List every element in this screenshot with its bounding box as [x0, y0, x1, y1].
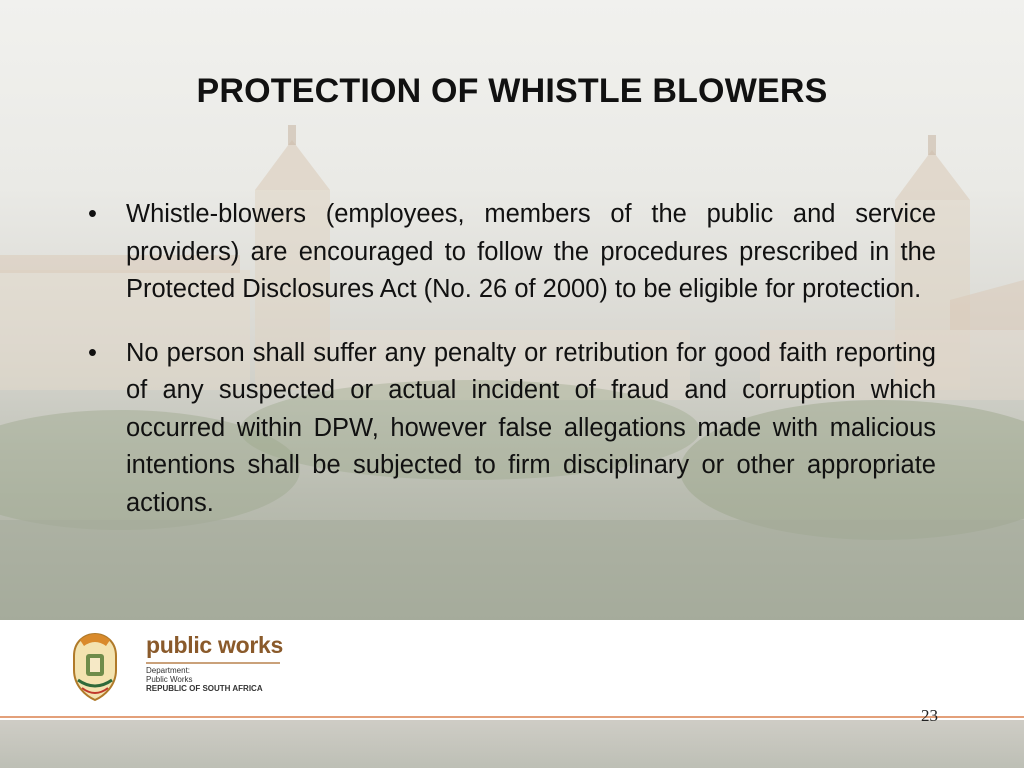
brand-subtitle-line: Public Works — [146, 675, 193, 684]
bullet-item — [88, 335, 936, 523]
brand-subtitle — [146, 666, 263, 693]
brand-name: public works — [146, 632, 283, 658]
brand-subtitle-line: REPUBLIC OF SOUTH AFRICA — [146, 684, 263, 693]
bullet-marker: • — [88, 200, 97, 228]
footer-bottom-strip — [0, 720, 1024, 768]
bullet-item — [88, 196, 936, 309]
bullet-text: Whistle-blowers (employees, members of the public and service providers) are encouraged to follow the procedures prescribed in the Protected Disclosures Act (No. 26 of 2000) to be eligible for protection. — [126, 200, 936, 303]
bullet-list — [88, 196, 936, 548]
bullet-text: No person shall suffer any penalty or retribution for good faith reporting of any suspected or actual incident of fraud and corruption which occurred within DPW, however false allegations made with malicious intentions shall be subjected to firm disciplinary or other appropriate actions. — [126, 338, 936, 517]
footer-accent-rule — [0, 716, 1024, 718]
bullet-marker: • — [88, 338, 97, 367]
coat-of-arms-icon — [64, 630, 126, 702]
brand-subtitle-line: Department: — [146, 666, 191, 675]
public-works-logo — [60, 628, 300, 704]
brand-divider — [146, 662, 280, 664]
slide-title: PROTECTION OF WHISTLE BLOWERS — [196, 72, 828, 110]
page-number: 23 — [921, 706, 938, 725]
